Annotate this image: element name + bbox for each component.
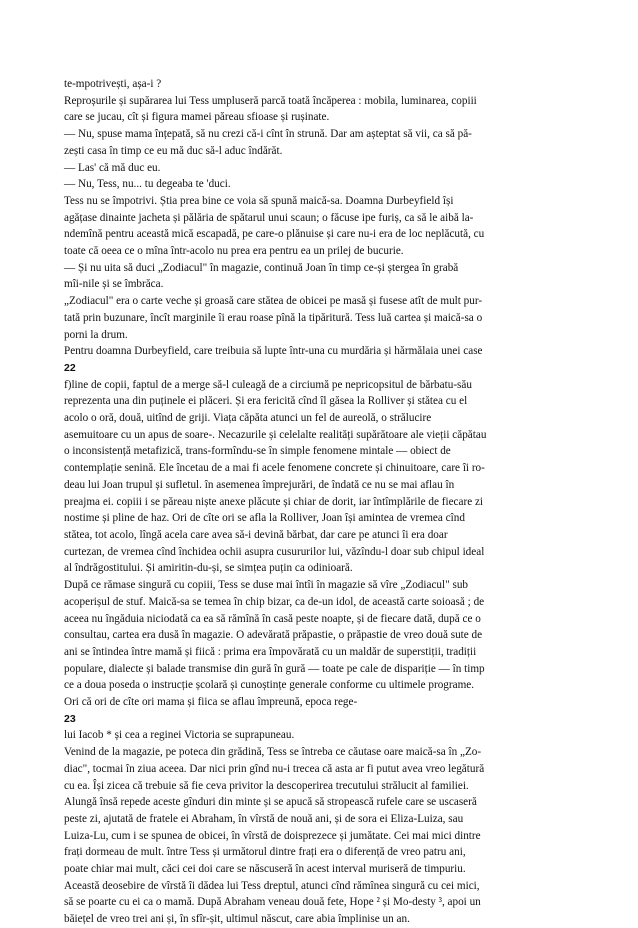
text-line: asemuitoare cu un apus de soare-. Necazurile și celelalte realități supărătoare ale vieții căpătau [64, 428, 487, 441]
text-line: — Nu, Tess, nu... tu degeaba te 'duci. [64, 178, 231, 191]
text-line: — Las' că mă duc eu. [64, 161, 161, 174]
document-page [64, 76, 576, 928]
text-line: Venind de la magazie, pe poteca din grădină, Tess se întreba ce căutase oare maică-sa în „Zo- [64, 746, 482, 759]
text-line: o inconsistență metafizică, trans-formîndu-se în simple fenomene mintale — obiect de [64, 445, 451, 458]
text-line: aceea nu îngăduia niciodată ca ea să rămînă în casă peste noapte, și de fiecare dată, după ce o [64, 612, 481, 625]
text-line: te-mpotrivești, așa-i ? [64, 78, 162, 90]
text-line: „Zodiacul" era o carte veche și groasă care stătea de obicei pe masă și fusese atît de mult pur- [64, 295, 483, 308]
text-line: — Și nu uita să duci „Zodiacul" în magazie, continuă Joan în timp ce-și ștergea în grabă [64, 261, 459, 274]
text-line: poate chiar mai mult, căci cei doi care se născuseră în acest interval muriseră de timpuriu. [64, 863, 466, 876]
text-line: care se jucau, cît și figura mamei păreau sfioase și rușinate. [64, 111, 330, 124]
text-line: Reproșurile și supărarea lui Tess umpluseră parcă toată încăperea : mobila, luminarea, copiii [64, 94, 477, 107]
text-line: contemplație senină. Ele încetau de a mai fi acele fenomene concrete și chinuitoare, care îi ro- [64, 462, 485, 475]
text-line: băiețel de vreo trei ani și, în sfîr-șit, ultimul născut, care abia împlinise un an. [64, 913, 410, 926]
text-line: acoperișul de stuf. Maică-sa se temea în chip bizar, ca de-un idol, de această carte soioasă ; de [64, 595, 485, 608]
text-line: diac", tocmai în ziua aceea. Dar nici prin gînd nu-i trecea că asta ar fi putut avea vreo legătură [64, 762, 485, 775]
text-line: Alungă însă repede aceste gînduri din minte și se apucă să stropească rufele care se uscaseră [64, 796, 477, 809]
text-line: După ce rămase singură cu copiii, Tess se duse mai întîi în magazie să vîre „Zodiacul" sub [64, 579, 469, 592]
text-line: ani se întindea între mamă și fiică : prima era împovărată cu un maldăr de superstiții, tradiții [64, 645, 477, 658]
text-line: cu ea. Își zicea că trebuie să fie ceva privitor la descoperirea trecutului strălucit al familiei. [64, 779, 469, 792]
text-line: frați dormeau de mult. între Tess și următorul dintre frați era o diferență de vreo patru ani, [64, 846, 466, 859]
text-line: acolo o oră, două, uitînd de griji. Viața căpăta atunci un fel de aureolă, o strălucire [64, 412, 432, 425]
text-line: zești casa în timp ce eu mă duc să-l aduc îndărăt. [64, 144, 283, 157]
text-line: — Nu, spuse mama înțepată, să nu crezi că-i cînt în strună. Dar am așteptat să vii, ca să pă- [64, 128, 472, 141]
text-line: al îndrăgostitului. Și amiritin-du-și, se simțea puțin ca odinioară. [64, 562, 353, 575]
text-line: porni la drum. [64, 328, 128, 341]
text-line: preajma ei. copiii i se păreau niște anexe plăcute și chiar de dorit, iar întîmplările de fiecare zi [64, 495, 484, 508]
text-line: f)line de copii, faptul de a merge să-l culeagă de a circiumă pe nepricopsitul de bărbatu-său [64, 378, 472, 391]
text-line: curtezan, de vremea cînd închidea ochii asupra cusururilor lui, văzîndu-l doar sub chipul ideal [64, 545, 485, 558]
text-line: tată prin buzunare, încît marginile îi erau roase pînă la tipăritură. Tess luă cartea și maică-sa o [64, 311, 483, 324]
text-line: ce a doua poseda o instrucție școlară și cunoștințe generale conforme cu ultimele programe. [64, 679, 475, 692]
text-line: agățase dinainte jacheta și pălăria de spătarul unui scaun; o făcuse ipe furiș, ca să le aibă la- [64, 211, 474, 224]
text-line: peste zi, ajutată de fratele ei Abraham, în vîrstă de nouă ani, și de sora ei Eliza-Luiza, sau [64, 812, 464, 825]
text-line: ndemînă pentru această mică escapadă, pe care-o plănuise și care nu-i era de loc neplăcută, cu [64, 228, 485, 241]
text-line: să se poarte cu ei ca o mamă. După Abraham veneau două fete, Hope ² și Mo-desty ³, apoi un [64, 896, 481, 909]
text-line: Luiza-Lu, cum i se spunea de obicei, în vîrstă de doisprezece și jumătate. Cei mai mici dintre [64, 829, 481, 842]
text-line: consultau, cartea era dusă în magazie. O adevărată prăpastie, o prăpastie de vreo două sute de [64, 629, 483, 642]
text-line: nostime și pline de haz. Ori de cîte ori se afla la Rolliver, Joan își amintea de vremea cînd [64, 512, 465, 525]
page-number: 23 [64, 712, 76, 725]
text-line: stătea, tot acolo, lîngă acela care avea să-i devină bărbat, dar care pe atunci îi era doar [64, 528, 448, 541]
text-line: mîi-nile și se îmbrăca. [64, 278, 164, 291]
text-line: deau lui Joan trupul și sufletul. în asemenea împrejurări, de îndată ce nu se mai aflau în [64, 478, 455, 491]
text-line: Această deosebire de vîrstă îi dădea lui Tess dreptul, atunci cînd rămînea singură cu cei mici, [64, 879, 480, 892]
text-line: Pentru doamna Durbeyfield, care treibuia să lupte într-una cu murdăria și hărmălaia unei case [64, 345, 483, 358]
text-line: lui Iacob * și cea a reginei Victoria se suprapuneau. [64, 729, 295, 742]
text-line: Ori că ori de cîte ori mama și fiica se aflau împreună, epoca rege- [64, 696, 358, 709]
text-line: reprezenta una din puținele ei plăceri. Și era fericită cînd îl găsea la Rolliver și stătea cu el [64, 395, 468, 408]
page-number: 22 [64, 361, 76, 374]
text-line: toate că oeea ce o mîna într-acolo nu prea era pentru ea un prilej de bucurie. [64, 245, 404, 258]
text-line: Tess nu se împotrivi. Știa prea bine ce voia să spună maică-sa. Doamna Durbeyfield își [64, 194, 454, 207]
text-line: populare, dialecte și balade transmise din gură în gură — toate pe cale de dispariție — în timp [64, 662, 485, 675]
